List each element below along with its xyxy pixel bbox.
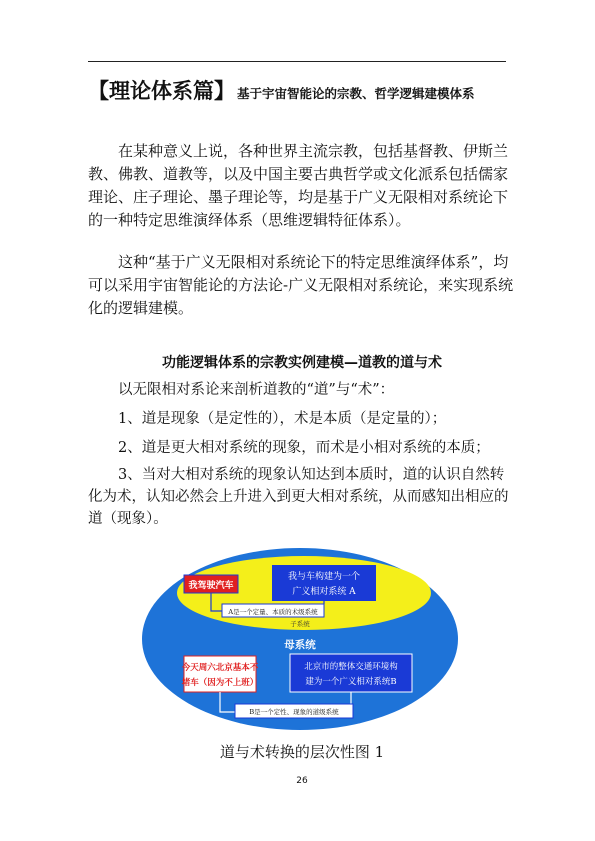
label-a-text: A是一个定量、本质的术级系统 [228, 608, 318, 616]
heading-subtitle: 基于宇宙智能论的宗教、哲学逻辑建模体系 [237, 86, 475, 101]
mother-system-label: 母系统 [284, 639, 316, 651]
paragraph-2: 这种“基于广义无限相对系统论下的特定思维演绎体系”，均可以采用宇宙智能论的方法论-广义无限相对系统论，来实现系统化的逻辑建模。 [88, 253, 514, 317]
section-title: 功能逻辑体系的宗教实例建模—道教的道与术 [162, 355, 442, 371]
box-beijing-line2: 堵车（因为不上班） [181, 678, 259, 688]
dao-shu-diagram [140, 546, 460, 732]
heading-bracket-title: 【理论体系篇】 [88, 79, 235, 103]
list-item-3: 3、当对大相对系统的现象认知达到本质时，道的认识自然转化为术，认知必然会上升进入到更大相对系统，从而感知出相应的道（现象）。 [88, 467, 509, 527]
list-item-1: 1、道是现象（是定性的），术是本质（是定量的）； [118, 411, 447, 427]
box-system-b-line2: 建为一个广义相对系统B [305, 677, 397, 687]
figure-caption: 道与术转换的层次性图 1 [219, 743, 385, 761]
box-system-a-line2: 广义相对系统 A [292, 587, 356, 597]
page-heading [88, 75, 528, 105]
box-system-a-line1: 我与车构建为一个 [287, 572, 361, 582]
page-number: 26 [296, 776, 308, 786]
header-rule [88, 61, 506, 62]
list-item-2: 2、道是更大相对系统的现象，而术是小相对系统的本质； [118, 440, 490, 456]
sub-system-label: 子系统 [290, 620, 310, 628]
box-system-b-line1: 北京市的整体交通环境构 [304, 662, 398, 672]
label-b-text: B是一个定性、现象的道级系统 [249, 708, 339, 716]
list-intro: 以无限相对系论来剖析道教的“道”与“术”： [118, 382, 395, 398]
box-beijing-line1: 今天周六北京基本不 [181, 663, 259, 673]
box-drive-text: 我驾驶汽车 [188, 581, 234, 591]
paragraph-1: 在某种意义上说，各种世界主流宗教，包括基督教、伊斯兰教、佛教、道教等，以及中国主要古典哲学或文化派系包括儒家理论、庄子理论、墨子理论等，均是基于广义无限相对系统论下的一种特定思维演绎体系（思维逻辑特征体系）。 [88, 142, 509, 229]
